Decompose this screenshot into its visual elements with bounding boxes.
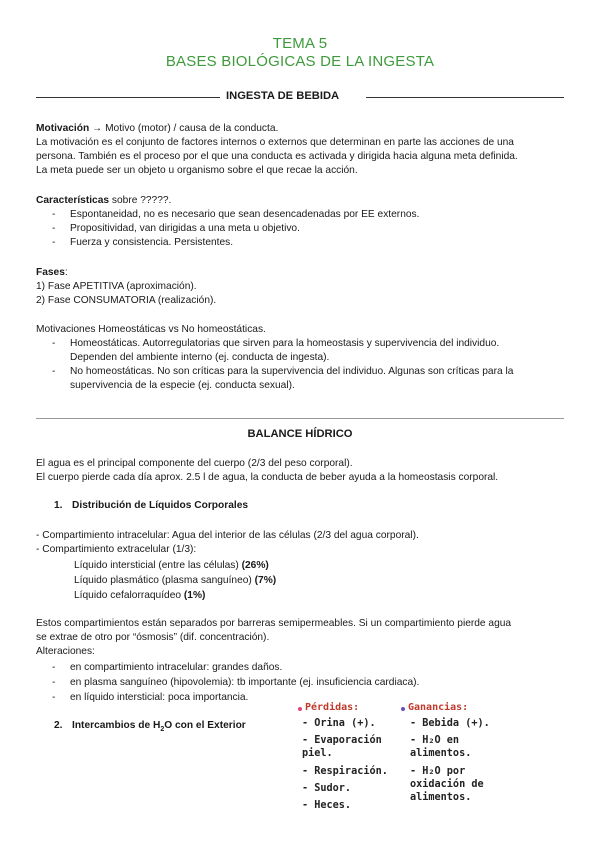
- list-item: No homeostáticas. No son críticas para la supervivencia del individuo. Algunas son críticas para la: [70, 366, 514, 377]
- section-heading-ingesta: INGESTA DE BEBIDA: [226, 90, 340, 102]
- list-item: en compartimiento intracelular: grandes daños.: [70, 662, 283, 673]
- handwritten-item: oxidación de: [410, 779, 484, 790]
- section-divider-right: [366, 97, 564, 98]
- extracellular-item-pct: (26%): [241, 560, 269, 571]
- list-item: Homeostáticas. Autorregulatorias que sirven para la homeostasis y supervivencia del individuo.: [70, 338, 500, 349]
- handwritten-item: - H₂O por: [410, 766, 466, 777]
- list-dash: -: [52, 677, 56, 688]
- perdidas-label: Pérdidas:: [305, 702, 360, 713]
- list-dash: -: [52, 237, 56, 248]
- extracellular-item: [74, 559, 269, 573]
- list-dash: -: [52, 662, 56, 673]
- handwritten-item: piel.: [302, 748, 333, 759]
- list-item: en plasma sanguíneo (hipovolemia): tb importante (ej. insuficiencia cardiaca).: [70, 677, 420, 688]
- list-item: Propositividad, van dirigidas a una meta u objetivo.: [70, 223, 300, 234]
- handwritten-item: - Bebida (+).: [410, 718, 490, 729]
- paragraph-line: persona. También es el proceso por el que una conducta es activada y dirigida hacia alguna meta definida.: [36, 151, 518, 162]
- motivacion-term: Motivación: [36, 123, 90, 134]
- motivaciones-heading: Motivaciones Homeostáticas vs No homeostáticas.: [36, 324, 266, 335]
- ganancias-bullet-icon: [401, 707, 405, 711]
- extracellular-item: [74, 574, 276, 588]
- list-dash: -: [52, 692, 56, 703]
- handwritten-item: - Heces.: [302, 800, 352, 811]
- fases-term: Fases: [36, 267, 65, 278]
- compartment-line: - Compartimiento intracelular: Agua del interior de las células (2/3 del agua corporal).: [36, 530, 419, 541]
- extracellular-item-pct: (1%): [183, 590, 206, 601]
- handwritten-item: - Respiración.: [302, 766, 388, 777]
- list-item: Espontaneidad, no es necesario que sean desencadenadas por EE externos.: [70, 209, 420, 220]
- list-item: Fuerza y consistencia. Persistentes.: [70, 237, 234, 248]
- list-dash: -: [52, 366, 56, 377]
- handwritten-item: alimentos.: [410, 792, 472, 803]
- paragraph-line: El agua es el principal componente del cuerpo (2/3 del peso corporal).: [36, 458, 353, 469]
- motivacion-line: [36, 122, 278, 136]
- paragraph-line: La motivación es el conjunto de factores internos o externos que determinan en parte las acciones de una: [36, 137, 514, 148]
- fases-colon: :: [64, 267, 68, 278]
- handwritten-item: - Orina (+).: [302, 718, 376, 729]
- paragraph-line: se extrae de otro por “ósmosis” (dif. concentración).: [36, 632, 270, 643]
- extracellular-item-pct: (7%): [254, 575, 277, 586]
- paragraph-line: El cuerpo pierde cada día aprox. 2.5 l de agua, la conducta de beber ayuda a la homeostasis corporal.: [36, 472, 499, 483]
- extracellular-item-text: Líquido cefalorraquídeo: [74, 590, 184, 601]
- list-dash: -: [52, 209, 56, 220]
- subsection-title-part: O con el Exterior: [164, 720, 246, 731]
- subsection-number: 1.: [54, 500, 63, 511]
- subsection-title-part: Intercambios de H: [72, 720, 161, 731]
- paragraph-line: La meta puede ser un objeto u organismo sobre el que recae la acción.: [36, 165, 358, 176]
- fases-line: [36, 266, 68, 280]
- handwritten-item: - Evaporación: [302, 735, 382, 746]
- subsection-title: [72, 720, 246, 733]
- fase-item: 1) Fase APETITIVA (aproximación).: [36, 281, 197, 292]
- extracellular-item-text: Líquido intersticial (entre las células): [74, 560, 242, 571]
- extracellular-item-text: Líquido plasmático (plasma sanguíneo): [74, 575, 255, 586]
- doc-title-line1: TEMA 5: [272, 35, 328, 52]
- section-divider: [36, 418, 564, 419]
- handwritten-item: - H₂O en: [410, 735, 460, 746]
- paragraph-line: Estos compartimientos están separados por barreras semipermeables. Si un compartimiento pierde agua: [36, 618, 512, 629]
- section-heading-balance: BALANCE HÍDRICO: [247, 428, 353, 440]
- ganancias-label: Ganancias:: [408, 702, 469, 713]
- handwritten-item: - Sudor.: [302, 783, 352, 794]
- caracteristicas-rest: sobre ?????.: [109, 195, 172, 206]
- extracellular-item: [74, 589, 205, 603]
- list-dash: -: [52, 223, 56, 234]
- list-item-continuation: Dependen del ambiente interno (ej. conducta de ingesta).: [70, 352, 330, 363]
- compartment-line: - Compartimiento extracelular (1/3):: [36, 544, 197, 555]
- motivacion-definition: → Motivo (motor) / causa de la conducta.: [89, 123, 279, 134]
- alteraciones-label: Alteraciones:: [36, 646, 95, 657]
- subsection-title: Distribución de Líquidos Corporales: [72, 500, 249, 511]
- list-item-continuation: supervivencia de la especie (ej. conducta sexual).: [70, 380, 295, 391]
- caracteristicas-term: Características: [36, 195, 110, 206]
- subsection-title-subscript: 2: [160, 726, 165, 734]
- fase-item: 2) Fase CONSUMATORIA (realización).: [36, 295, 217, 306]
- subsection-number: 2.: [54, 720, 63, 731]
- doc-title-line2: BASES BIOLÓGICAS DE LA INGESTA: [165, 53, 435, 70]
- section-divider-left: [36, 97, 220, 98]
- caracteristicas-line: [36, 194, 171, 208]
- list-item: en líquido intersticial: poca importancia.: [70, 692, 249, 703]
- perdidas-bullet-icon: [298, 707, 302, 711]
- handwritten-item: alimentos.: [410, 748, 472, 759]
- list-dash: -: [52, 338, 56, 349]
